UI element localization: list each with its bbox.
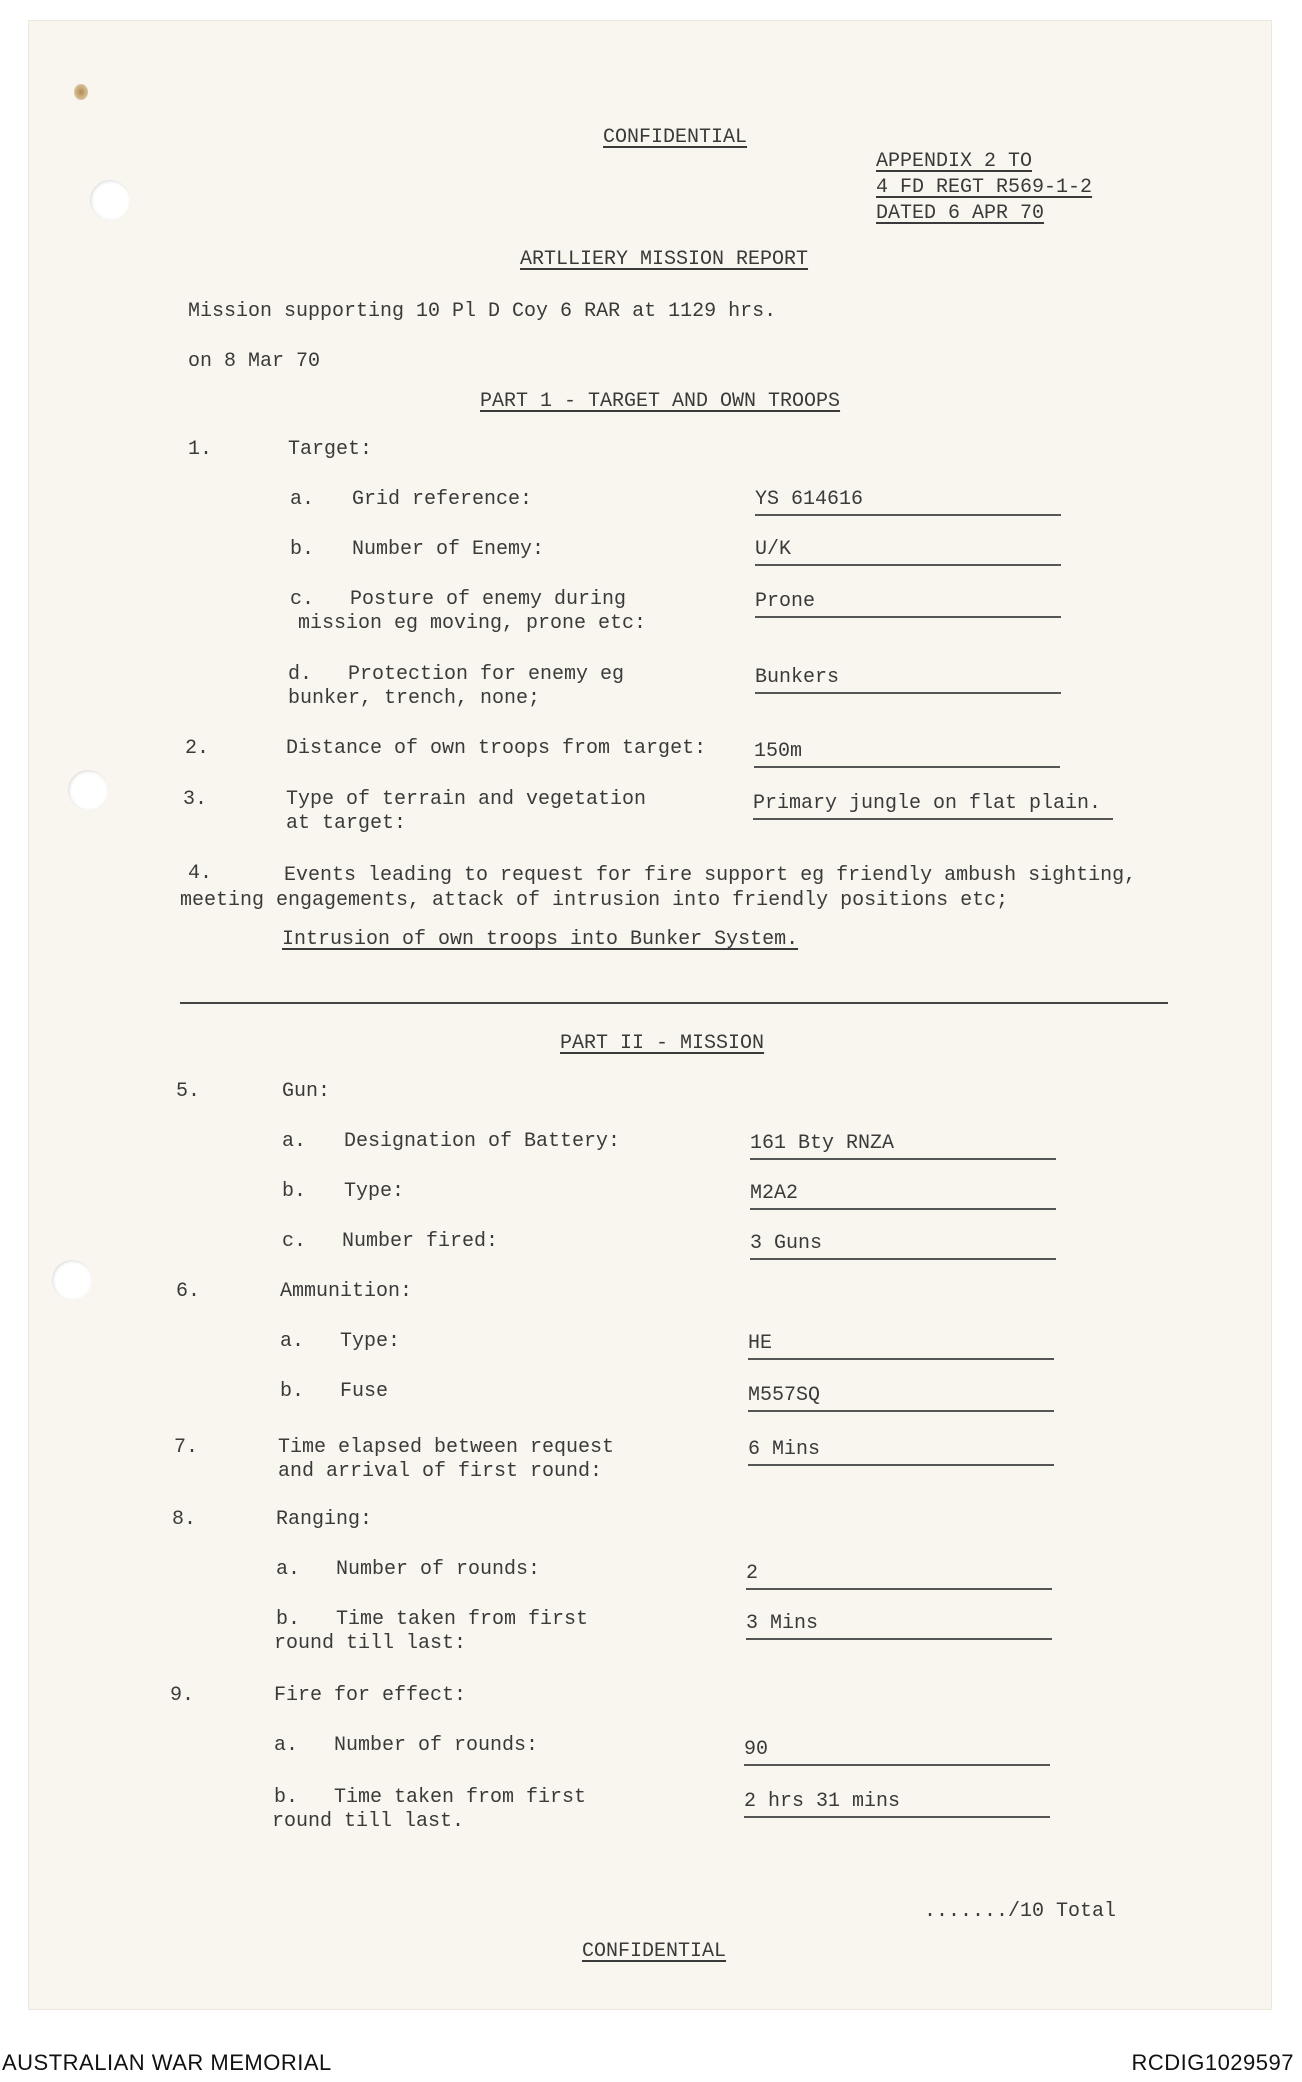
punch-hole-middle bbox=[68, 770, 108, 810]
appendix-line-2: 4 FD REGT R569-1-2 bbox=[876, 176, 1093, 199]
q6a-answer: HE bbox=[748, 1332, 1054, 1360]
q5a-letter: a. bbox=[282, 1130, 307, 1153]
q1d-label-2: bunker, trench, none; bbox=[288, 687, 541, 710]
q1b-label: Number of Enemy: bbox=[352, 538, 545, 561]
stain-mark bbox=[74, 84, 88, 100]
part1-heading: PART 1 - TARGET AND OWN TROOPS bbox=[480, 390, 841, 413]
section-divider bbox=[180, 1002, 1168, 1004]
q6b-letter: b. bbox=[280, 1380, 305, 1403]
appendix-line-1: APPENDIX 2 TO bbox=[876, 150, 1033, 173]
q5b-label: Type: bbox=[344, 1180, 405, 1203]
q9b-letter: b. bbox=[274, 1786, 299, 1809]
intro-line-1: Mission supporting 10 Pl D Coy 6 RAR at 1129 hrs. bbox=[188, 300, 777, 323]
q9-number: 9. bbox=[170, 1684, 195, 1707]
q6a-letter: a. bbox=[280, 1330, 305, 1353]
q2-label: Distance of own troops from target: bbox=[286, 737, 707, 760]
q5c-answer: 3 Guns bbox=[750, 1232, 1056, 1260]
q5a-answer: 161 Bty RNZA bbox=[750, 1132, 1056, 1160]
q6b-answer: M557SQ bbox=[748, 1384, 1054, 1412]
q1c-answer: Prone bbox=[755, 590, 1061, 618]
q3-answer: Primary jungle on flat plain. bbox=[753, 792, 1113, 820]
classification-bottom: CONFIDENTIAL bbox=[582, 1940, 727, 1963]
q1d-answer: Bunkers bbox=[755, 666, 1061, 694]
q4-label-1: Events leading to request for fire support eg friendly ambush sighting, bbox=[284, 864, 1137, 887]
q7-number: 7. bbox=[174, 1436, 199, 1459]
q3-number: 3. bbox=[183, 788, 208, 811]
q9a-label: Number of rounds: bbox=[334, 1734, 539, 1757]
q1d-label-1: Protection for enemy eg bbox=[348, 663, 625, 686]
report-title: ARTLLIERY MISSION REPORT bbox=[520, 248, 809, 271]
q5c-letter: c. bbox=[282, 1230, 307, 1253]
q9a-answer: 90 bbox=[744, 1738, 1050, 1766]
q8a-label: Number of rounds: bbox=[336, 1558, 541, 1581]
q3-label-1: Type of terrain and vegetation bbox=[286, 788, 647, 811]
q1b-answer: U/K bbox=[755, 538, 1061, 566]
q1d-letter: d. bbox=[288, 663, 313, 686]
intro-line-2: on 8 Mar 70 bbox=[188, 350, 321, 373]
punch-hole-top bbox=[90, 180, 130, 220]
q4-label-2: meeting engagements, attack of intrusion into friendly positions etc; bbox=[180, 889, 1009, 912]
q1a-answer: YS 614616 bbox=[755, 488, 1061, 516]
q1-label: Target: bbox=[288, 438, 373, 461]
q2-answer: 150m bbox=[754, 740, 1060, 768]
q2-number: 2. bbox=[185, 737, 210, 760]
q9b-label-2: round till last. bbox=[272, 1810, 465, 1833]
q5c-label: Number fired: bbox=[342, 1230, 499, 1253]
q5b-answer: M2A2 bbox=[750, 1182, 1056, 1210]
q4-number: 4. bbox=[188, 862, 213, 885]
q7-label-2: and arrival of first round: bbox=[278, 1460, 603, 1483]
q1a-letter: a. bbox=[290, 488, 315, 511]
document-page bbox=[28, 20, 1272, 2010]
q8b-label-2: round till last: bbox=[274, 1632, 467, 1655]
part2-heading: PART II - MISSION bbox=[560, 1032, 765, 1055]
q1b-letter: b. bbox=[290, 538, 315, 561]
q1c-label-1: Posture of enemy during bbox=[350, 588, 627, 611]
classification-top: CONFIDENTIAL bbox=[603, 126, 748, 149]
q8a-letter: a. bbox=[276, 1558, 301, 1581]
q4-answer: Intrusion of own troops into Bunker System. bbox=[282, 928, 799, 951]
q6a-label: Type: bbox=[340, 1330, 401, 1353]
q8b-label-1: Time taken from first bbox=[336, 1608, 589, 1631]
q9a-letter: a. bbox=[274, 1734, 299, 1757]
q6-label: Ammunition: bbox=[280, 1280, 413, 1303]
q8-number: 8. bbox=[172, 1508, 197, 1531]
q9b-label-1: Time taken from first bbox=[334, 1786, 587, 1809]
appendix-line-3: DATED 6 APR 70 bbox=[876, 202, 1045, 225]
q5b-letter: b. bbox=[282, 1180, 307, 1203]
q5-number: 5. bbox=[176, 1080, 201, 1103]
q5a-label: Designation of Battery: bbox=[344, 1130, 621, 1153]
q7-label-1: Time elapsed between request bbox=[278, 1436, 615, 1459]
q9-label: Fire for effect: bbox=[274, 1684, 467, 1707]
q9b-answer: 2 hrs 31 mins bbox=[744, 1790, 1050, 1818]
q5-label: Gun: bbox=[282, 1080, 331, 1103]
q3-label-2: at target: bbox=[286, 812, 407, 835]
q1a-label: Grid reference: bbox=[352, 488, 533, 511]
q6b-label: Fuse bbox=[340, 1380, 389, 1403]
q8b-letter: b. bbox=[276, 1608, 301, 1631]
q8a-answer: 2 bbox=[746, 1562, 1052, 1590]
q1c-letter: c. bbox=[290, 588, 315, 611]
continuation-note: ......./10 Total bbox=[924, 1900, 1117, 1923]
punch-hole-bottom bbox=[52, 1260, 92, 1300]
q8b-answer: 3 Mins bbox=[746, 1612, 1052, 1640]
archive-credit: AUSTRALIAN WAR MEMORIAL bbox=[2, 2050, 332, 2075]
q1-number: 1. bbox=[188, 438, 213, 461]
archive-id: RCDIG1029597 bbox=[1131, 2050, 1294, 2075]
q6-number: 6. bbox=[176, 1280, 201, 1303]
q7-answer: 6 Mins bbox=[748, 1438, 1054, 1466]
q8-label: Ranging: bbox=[276, 1508, 373, 1531]
q1c-label-2: mission eg moving, prone etc: bbox=[298, 612, 647, 635]
